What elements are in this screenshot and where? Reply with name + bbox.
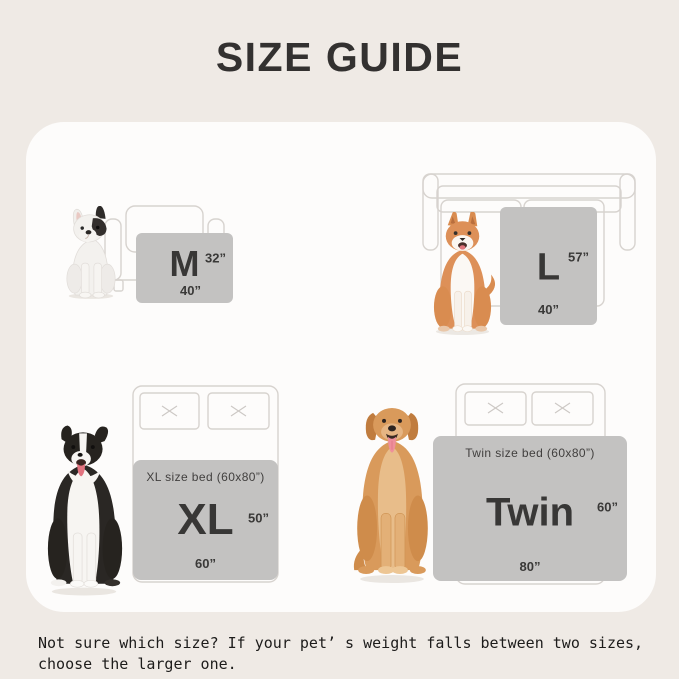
pet-bed-size-xl <box>133 460 278 580</box>
bed-size-label: XL <box>177 495 234 544</box>
bed-height-dimension: 57” <box>568 249 589 265</box>
shiba-inu-illustration <box>430 212 495 336</box>
bed-height-dimension: 32” <box>205 250 226 266</box>
bed-size-label: M <box>169 242 200 284</box>
border-collie-illustration <box>44 424 127 598</box>
note-line-2: choose the larger one. <box>38 655 237 673</box>
pet-bed-size-m <box>136 233 233 303</box>
bed-width-dimension: 40” <box>538 302 559 317</box>
note-line-1: Not sure which size? If your pet’ s weight falls between two sizes, <box>38 634 644 652</box>
page-title: SIZE GUIDE <box>215 34 464 80</box>
bed-width-dimension: 60” <box>195 556 216 571</box>
golden-retriever-illustration <box>352 399 432 583</box>
pet-bed-size-l <box>500 207 597 325</box>
sizing-advice-note <box>38 633 654 675</box>
bed-comparison-caption: Twin size bed (60x80”) <box>465 446 595 460</box>
bed-width-dimension: 80” <box>519 559 541 574</box>
bed-size-label: Twin <box>485 490 575 535</box>
bed-height-dimension: 60” <box>597 499 618 515</box>
bed-width-dimension: 40” <box>180 283 201 298</box>
bed-comparison-caption: XL size bed (60x80”) <box>146 470 265 484</box>
bed-height-dimension: 50” <box>248 510 269 526</box>
french-bulldog-illustration <box>62 206 120 300</box>
pet-bed-size-twin <box>433 436 627 581</box>
bed-size-label: L <box>536 246 561 289</box>
